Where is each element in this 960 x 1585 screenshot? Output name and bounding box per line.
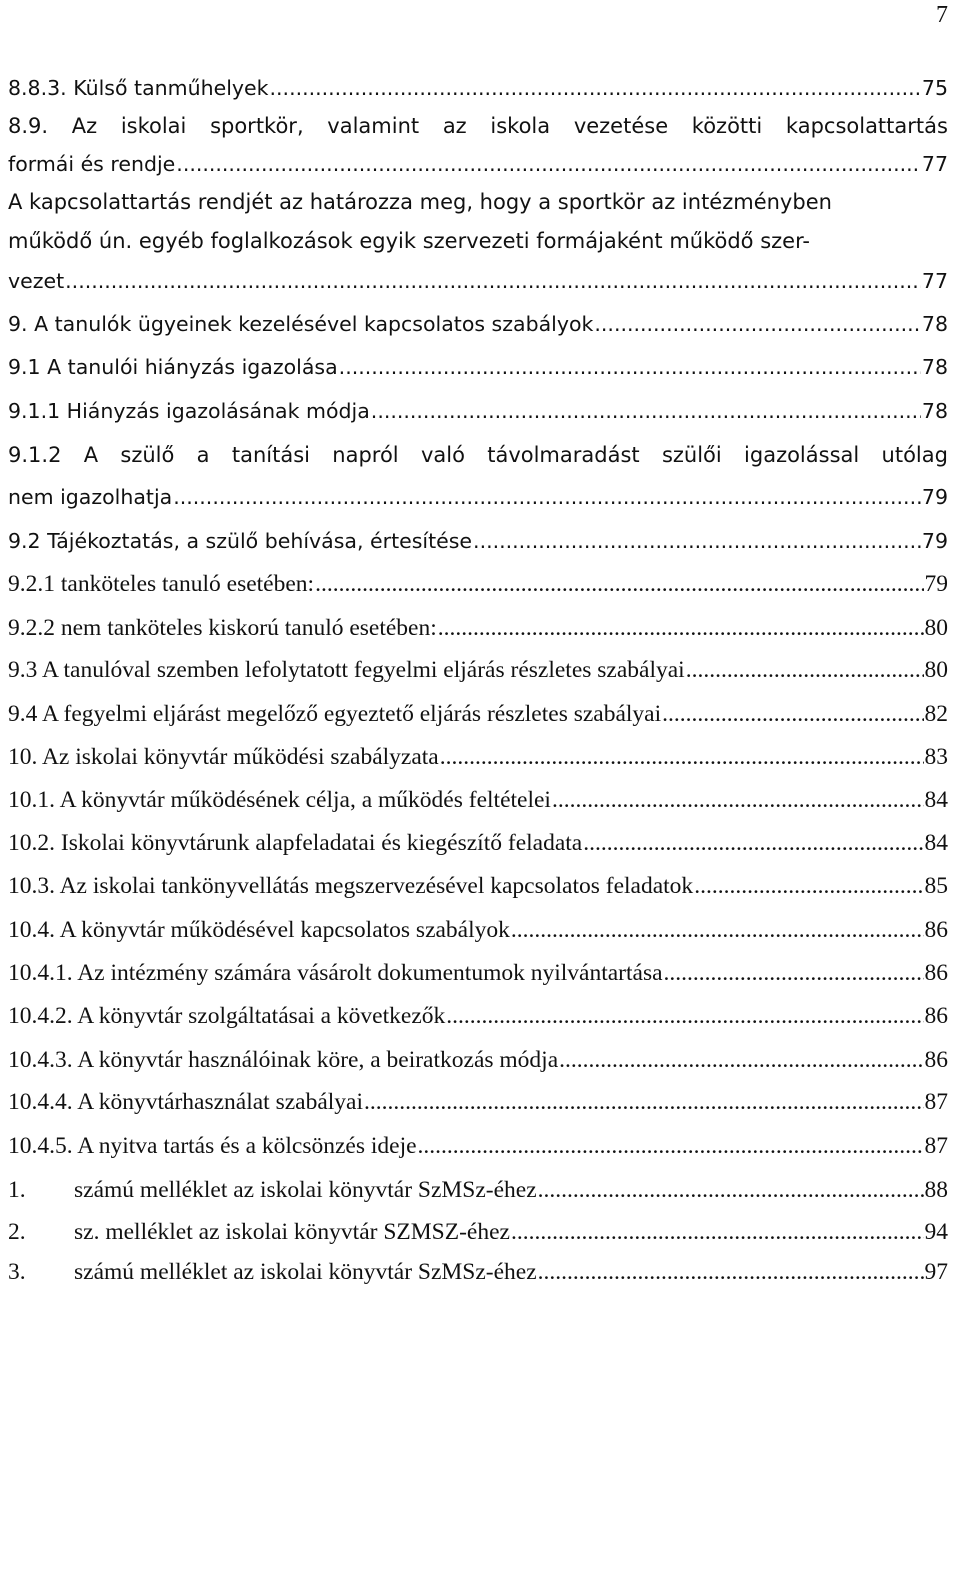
toc-entry[interactable] [8, 737, 948, 777]
toc-entry[interactable] [8, 608, 948, 648]
toc-entry-page: 86 [924, 917, 948, 943]
toc-entry-page: 78 [921, 399, 948, 423]
toc-leader-dots [694, 866, 923, 906]
toc-entry-title-text: sz. melléklet az iskolai könyvtár SZMSZ-éhez [74, 1219, 510, 1245]
toc-entry-page: 87 [924, 1133, 948, 1159]
toc-leader-dots [418, 1126, 924, 1166]
toc-entry-title: 9.2.1 tanköteles tanuló esetében: [8, 571, 315, 597]
toc-entry-title: 10.3. Az iskolai tankönyvellátás megszervezésével kapcsolatos feladatok [8, 873, 694, 899]
toc-leader-dots [440, 737, 924, 777]
word: valamint [327, 114, 420, 138]
toc-entry[interactable] [8, 521, 948, 561]
toc-leader-dots [538, 1170, 924, 1210]
toc-entry[interactable] [8, 564, 948, 604]
toc-entry-title: 10. Az iskolai könyvtár működési szabályzata [8, 744, 439, 770]
toc-leader-dots [446, 996, 923, 1036]
word: napról [332, 443, 399, 467]
toc-entry-title: 10.1. A könyvtár működésének célja, a működés feltételei [8, 787, 551, 813]
toc-leader-dots [664, 953, 924, 993]
toc-leader-dots [511, 910, 924, 950]
toc-leader-dots [594, 304, 921, 344]
toc-entry[interactable] [8, 694, 948, 734]
toc-entry[interactable] [8, 953, 948, 993]
toc-entry-text: működő ún. egyéb foglalkozások egyik szervezeti formájaként működő szer- [8, 229, 810, 253]
toc-entry-wrapped-line[interactable] [8, 435, 948, 475]
toc-entry[interactable] [8, 823, 948, 863]
toc-leader-dots [65, 261, 921, 301]
word: igazolással [744, 443, 860, 467]
toc-entry-title: 9.2.2 nem tanköteles kiskorú tanuló esetében: [8, 615, 437, 641]
word: iskolai [120, 114, 187, 138]
toc-entry-page: 85 [924, 873, 948, 899]
toc-leader-dots [339, 347, 921, 387]
toc-entry-page: 75 [921, 76, 948, 100]
toc-entry-wrapped-line[interactable] [8, 106, 948, 146]
toc-entry-title: 10.4.1. Az intézmény számára vásárolt dokumentumok nyilvántartása [8, 960, 663, 986]
page-number: 7 [936, 2, 948, 28]
toc-entry-page: 86 [924, 960, 948, 986]
toc-entry[interactable] [8, 1082, 948, 1122]
toc-entry-page: 87 [924, 1089, 948, 1115]
word: tanítási [231, 443, 310, 467]
toc-entry-page: 77 [921, 152, 948, 176]
toc-entry-title: vezet [8, 269, 65, 293]
toc-entry-number: 2. [8, 1219, 26, 1245]
word: kapcsolattartás [785, 114, 948, 138]
toc-entry-title: 9.3 A tanulóval szemben lefolytatott fegyelmi eljárás részletes szabályai [8, 657, 685, 683]
word: Az [71, 114, 98, 138]
toc-leader-dots [364, 1082, 923, 1122]
toc-leader-dots [270, 68, 921, 108]
word: 9.1.2 [8, 443, 62, 467]
toc-leader-dots [511, 1212, 924, 1252]
toc-entry-page: 83 [924, 744, 948, 770]
toc-entry-title: 10.4. A könyvtár működésével kapcsolatos szabályok [8, 917, 510, 943]
toc-leader-dots [176, 144, 921, 184]
toc-entry[interactable] [8, 650, 948, 690]
toc-entry[interactable] [8, 1212, 948, 1252]
word: 8.9. [8, 114, 49, 138]
toc-entry[interactable] [8, 1252, 948, 1292]
toc-leader-dots [662, 694, 923, 734]
toc-entry[interactable] [8, 477, 948, 517]
toc-leader-dots [538, 1252, 924, 1292]
toc-entry[interactable] [8, 1040, 948, 1080]
word: sportkör, [210, 114, 304, 138]
toc-entry-page: 80 [924, 615, 948, 641]
toc-entry-page: 86 [924, 1047, 948, 1073]
toc-entry-page: 84 [924, 830, 948, 856]
toc-entry-title-text: számú melléklet az iskolai könyvtár SzMSz-éhez [74, 1259, 537, 1285]
toc-entry[interactable] [8, 144, 948, 184]
word: való [420, 443, 465, 467]
toc-entry-title: 10.4.2. A könyvtár szolgáltatásai a következők [8, 1003, 446, 1029]
toc-entry-page: 88 [924, 1177, 948, 1203]
word: A [83, 443, 99, 467]
toc-leader-dots [559, 1040, 923, 1080]
toc-entry-page: 86 [924, 1003, 948, 1029]
toc-entry-page: 79 [921, 485, 948, 509]
toc-entry-page: 77 [921, 269, 948, 293]
toc-entry-page: 79 [924, 571, 948, 597]
toc-entry-title: 9.2 Tájékoztatás, a szülő behívása, értesítése [8, 529, 473, 553]
toc-leader-dots [473, 521, 921, 561]
toc-leader-dots [686, 650, 924, 690]
toc-entry-title: formái és rendje [8, 152, 176, 176]
toc-entry-title: 9.1 A tanulói hiányzás igazolása [8, 355, 338, 379]
toc-leader-dots [438, 608, 924, 648]
toc-entry-title: nem igazolhatja [8, 485, 173, 509]
toc-entry-title: 9.4 A fegyelmi eljárást megelőző egyeztető eljárás részletes szabályai [8, 701, 662, 727]
toc-entry-page: 78 [921, 312, 948, 336]
word: távolmaradást [487, 443, 640, 467]
toc-entry-title [8, 1252, 537, 1292]
toc-entry-text: A kapcsolattartás rendjét az határozza meg, hogy a sportkör az intézményben [8, 190, 832, 214]
toc-entry[interactable] [8, 304, 948, 344]
toc-entry[interactable] [8, 1170, 948, 1210]
toc-entry[interactable] [8, 391, 948, 431]
toc-entry-title [8, 1170, 537, 1210]
toc-leader-dots [552, 780, 924, 820]
toc-entry[interactable] [8, 866, 948, 906]
toc-leader-dots [315, 564, 923, 604]
toc-leader-dots [371, 391, 921, 431]
toc-leader-dots [583, 823, 923, 863]
toc-entry-title-text: számú melléklet az iskolai könyvtár SzMSz-éhez [74, 1177, 537, 1203]
toc-entry[interactable] [8, 347, 948, 387]
toc-entry-page: 97 [924, 1259, 948, 1285]
toc-entry[interactable] [8, 261, 948, 301]
toc-entry[interactable] [8, 1126, 948, 1166]
toc-entry-page: 82 [924, 701, 948, 727]
toc-entry[interactable] [8, 910, 948, 950]
toc-entry[interactable] [8, 996, 948, 1036]
word: a [196, 443, 210, 467]
toc-entry-number: 3. [8, 1259, 26, 1285]
word: közötti [691, 114, 763, 138]
word: szülő [120, 443, 175, 467]
word: szülői [661, 443, 722, 467]
toc-entry[interactable] [8, 68, 948, 108]
word: utólag [881, 443, 948, 467]
toc-entry-title [8, 1212, 510, 1252]
word: az [442, 114, 467, 138]
toc-entry-title: 10.4.3. A könyvtár használóinak köre, a beiratkozás módja [8, 1047, 559, 1073]
word: vezetése [573, 114, 669, 138]
toc-entry-title: 10.2. Iskolai könyvtárunk alapfeladatai és kiegészítő feladata [8, 830, 583, 856]
toc-entry-title: 9.1.1 Hiányzás igazolásának módja [8, 399, 370, 423]
toc-entry-page: 84 [924, 787, 948, 813]
toc-entry-title: 8.8.3. Külső tanműhelyek [8, 76, 269, 100]
toc-leader-dots [173, 477, 921, 517]
toc-entry-title: 10.4.5. A nyitva tartás és a kölcsönzés ideje [8, 1133, 417, 1159]
toc-entry-title: 10.4.4. A könyvtárhasználat szabályai [8, 1089, 364, 1115]
toc-entry-page: 78 [921, 355, 948, 379]
toc-entry-page: 94 [924, 1219, 948, 1245]
toc-entry[interactable] [8, 780, 948, 820]
toc-entry-number: 1. [8, 1177, 26, 1203]
toc-entry-title: 9. A tanulók ügyeinek kezelésével kapcsolatos szabályok [8, 312, 594, 336]
toc-entry-page: 79 [921, 529, 948, 553]
word: iskola [490, 114, 551, 138]
toc-entry-page: 80 [924, 657, 948, 683]
